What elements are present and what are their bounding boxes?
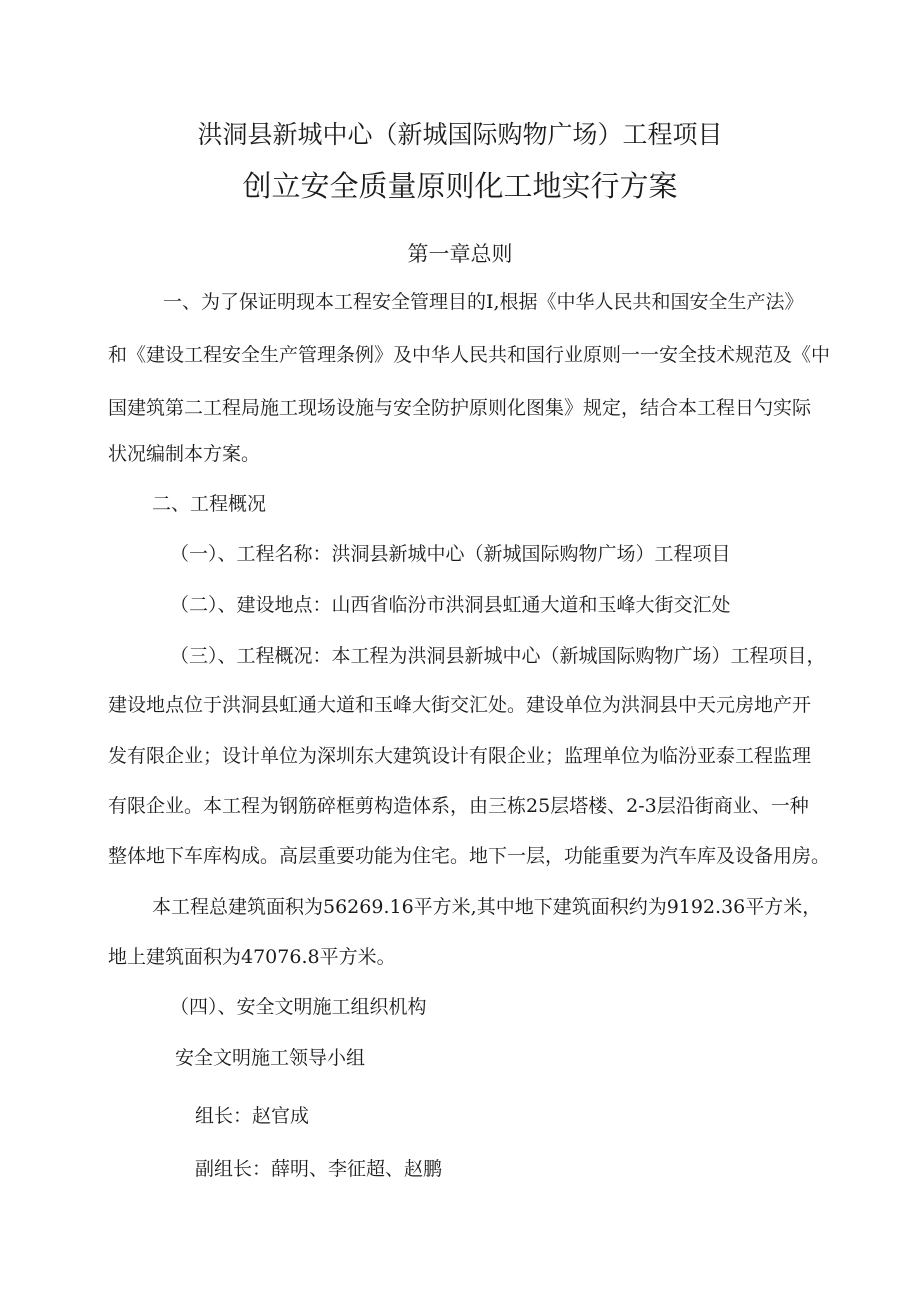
section2-heading: 二、工程概况: [152, 493, 267, 515]
chapter-heading: 第一章总则: [407, 242, 513, 266]
overview-line: 整体地下车库构成。高层重要功能为住宅。地下一层，功能重要为汽车库及设备用房。: [108, 845, 831, 867]
section1-line: 一、为了保证明现本工程安全管理目的Ⅰ,根据《中华人民共和国安全生产法》: [163, 291, 804, 313]
project-title: 洪洞县新城中心（新城国际购物广场）工程项目: [197, 120, 723, 149]
area-line: 本工程总建筑面积为56269.16平方米,其中地下建筑面积约为9192.36平方米，: [152, 896, 822, 918]
overview-line: 发有限企业；设计单位为深圳东大建筑设计有限企业；监理单位为临汾亚泰工程监理: [108, 745, 812, 767]
plan-title: 创立安全质量原则化工地实行方案: [242, 169, 678, 203]
section1-line: 状况编制本方案。: [108, 443, 261, 465]
area-line: 地上建筑面积为47076.8平方米。: [108, 946, 396, 968]
leadership-group: 安全文明施工领导小组: [175, 1047, 366, 1069]
organization-heading: （四）、安全文明施工组织机构: [170, 996, 427, 1018]
overview-line: 有限企业。本工程为钢筋碎框剪构造体系，由三栋25层塔楼、2-3层沿街商业、一种: [108, 795, 809, 817]
section1-line: 国建筑第二工程局施工现场设施与安全防护原则化图集》规定，结合本工程日勺实际: [108, 397, 812, 419]
overview-line: （三）、工程概况：本工程为洪洞县新城中心（新城国际购物广场）工程项目，: [170, 645, 826, 667]
deputy-leaders: 副组长：薛明、李征超、赵鹏: [195, 1158, 443, 1180]
section1-line: 和《建设工程安全生产管理条例》及中华人民共和国行业原则一一安全技术规范及《中: [108, 344, 831, 366]
group-leader: 组长：赵官成: [195, 1105, 310, 1127]
construction-site-item: （二）、建设地点：山西省临汾市洪洞县虹通大道和玉峰大街交汇处: [170, 594, 731, 616]
overview-line: 建设地点位于洪洞县虹通大道和玉峰大街交汇处。建设单位为洪洞县中天元房地产开: [108, 694, 812, 716]
project-name-item: （一）、工程名称：洪洞县新城中心（新城国际购物广场）工程项目: [170, 543, 731, 565]
